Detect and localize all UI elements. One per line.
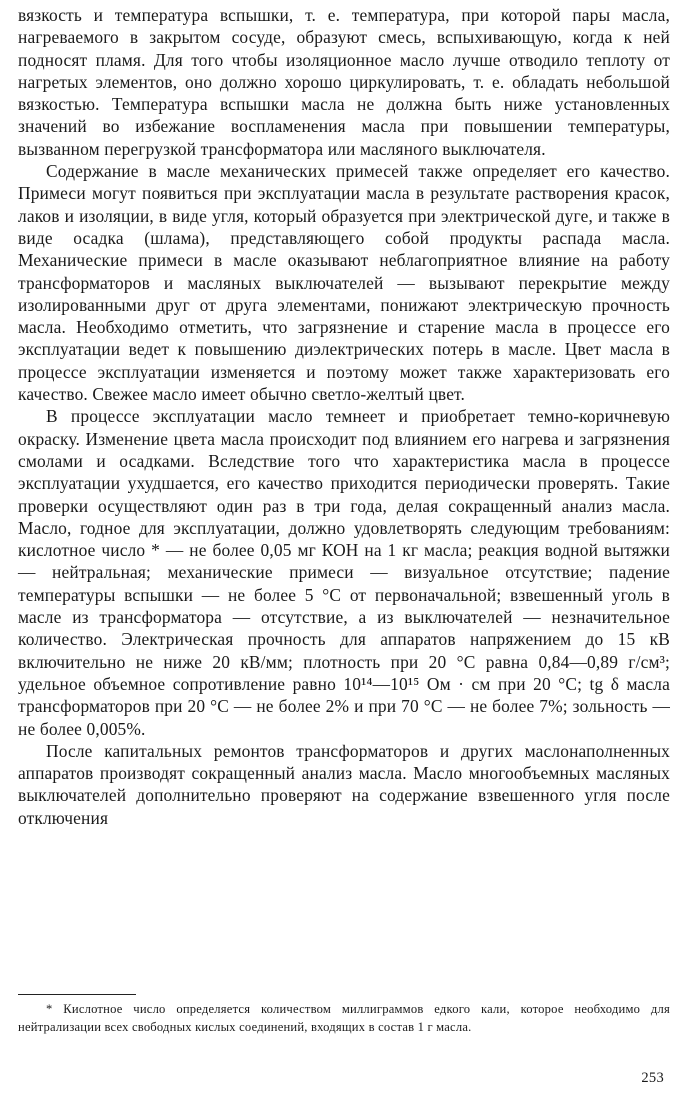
paragraph-impurities: Содержание в масле механических примесей также определяет его качество. Примеси могут появиться при эксплуатации масла в результате растворения красок, лаков и изоляции, в виде угля, который образуется при электрической дуге, и также в виде осадка (шлама), представляющего собой продукты распада масла. Механические примеси в масле оказывают неблагоприятное влияние на работу трансформаторов и масляных выключателей — вызывают перекрытие между изолированными друг от друга элементами, понижают электрическую прочность масла. Необходимо отметить, что загрязнение и старение масла в процессе его эксплуатации ведет к повышению диэлектрических потерь в масле. Цвет масла в процессе эксплуатации изменяется и поэтому может также характеризовать его качество. Свежее масло имеет обычно светло-желтый цвет. <box>18 161 670 405</box>
footnote: * Кислотное число определяется количеством миллиграммов едкого кали, которое необходимо для нейтрализации всех свободных кислых соединений, входящих в состав 1 г масла. <box>18 1002 670 1035</box>
page-number: 253 <box>641 1070 664 1086</box>
page-body <box>18 4 670 829</box>
paragraph-after-repairs: После капитальных ремонтов трансформаторов и других маслонаполненных аппаратов производят сокращенный анализ масла. Масло многообъемных масляных выключателей дополнительно проверяют на содержание взвешенного угля после отключения <box>18 740 670 828</box>
footnote-divider <box>18 994 136 995</box>
paragraph-oil-requirements: В процессе эксплуатации масло темнеет и приобретает темно-коричневую окраску. Изменение цвета масла происходит под влиянием его нагрева и загрязнения смолами и осадками. Вследствие того что характеристика масла в процессе эксплуатации ухудшается, его качество приходится периодически проверять. Такие проверки осуществляют один раз в три года, делая сокращенный анализ масла. Масло, годное для эксплуатации, должно удовлетворять следующим требованиям: кислотное число * — не более 0,05 мг КОН на 1 кг масла; реакция водной вытяжки — нейтральная; механические примеси — визуальное отсутствие; падение температуры вспышки — не более 5 °С от первоначальной; взвешенный уголь в масле из трансформатора — отсутствие, а из выключателей — незначительное количество. Электрическая прочность для аппаратов напряжением до 15 кВ включительно не ниже 20 кВ/мм; плотность при 20 °С равна 0,84—0,89 г/см³; удельное объемное сопротивление равно 10¹⁴—10¹⁵ Ом · см при 20 °С; tg δ масла трансформаторов при 20 °С — не более 2% и при 70 °С — не более 7%; зольность — не более 0,005%. <box>18 406 670 739</box>
paragraph-continuation: вязкость и температура вспышки, т. е. температура, при которой пары масла, нагреваемого в закрытом сосуде, образуют смесь, вспыхивающую, когда к ней подносят пламя. Для того чтобы изоляционное масло лучше отводило теплоту от нагретых элементов, оно должно хорошо циркулировать, т. е. обладать небольшой вязкостью. Температура вспышки масла не должна быть ниже установленных значений во избежание воспламенения масла при повышении температуры, вызванном перегрузкой трансформатора или масляного выключателя. <box>18 5 670 159</box>
